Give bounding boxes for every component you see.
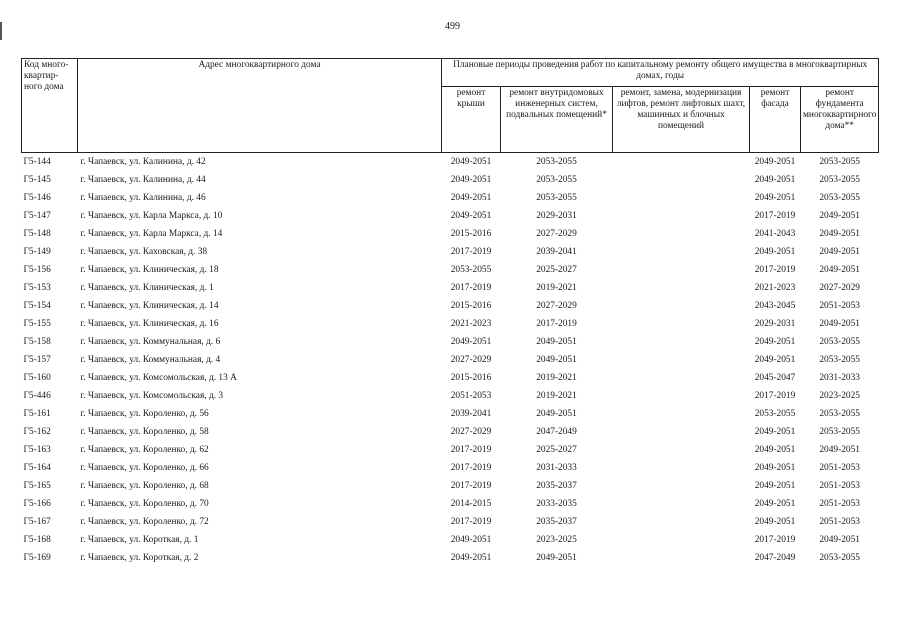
row-address: г. Чапаевск, ул. Короленко, д. 68 — [80, 480, 209, 491]
row-lifts-period — [613, 153, 750, 172]
row-systems-period: 2053-2055 — [536, 156, 577, 167]
row-lifts-period — [613, 189, 750, 207]
row-lifts-period — [613, 171, 750, 189]
table-row — [22, 243, 879, 261]
row-foundation-period: 2027-2029 — [819, 282, 860, 293]
row-lifts-period — [613, 459, 750, 477]
row-code: Г5-157 — [23, 354, 51, 365]
table-row — [22, 477, 879, 495]
row-foundation-period: 2053-2055 — [819, 408, 860, 419]
row-facade-period: 2041-2043 — [754, 228, 796, 239]
row-roof-period: 2049-2051 — [450, 192, 492, 203]
row-code: Г5-166 — [23, 498, 51, 509]
row-foundation-period: 2031-2033 — [819, 372, 860, 383]
row-foundation-period: 2051-2053 — [819, 300, 860, 311]
row-lifts-period — [613, 549, 750, 567]
row-foundation-period: 2049-2051 — [819, 318, 860, 329]
row-facade-period: 2049-2051 — [754, 192, 796, 203]
row-systems-period: 2035-2037 — [536, 516, 577, 527]
row-address: г. Чапаевск, ул. Коммунальная, д. 6 — [80, 336, 221, 347]
row-facade-period: 2049-2051 — [754, 336, 796, 347]
row-foundation-period: 2049-2051 — [819, 444, 860, 455]
row-address: г. Чапаевск, ул. Клиническая, д. 18 — [80, 264, 219, 275]
row-lifts-period — [613, 441, 750, 459]
row-code: Г5-144 — [23, 156, 51, 167]
table-row — [22, 549, 879, 567]
row-address: г. Чапаевск, ул. Клиническая, д. 14 — [80, 300, 219, 311]
table-row — [22, 459, 879, 477]
header-planned-periods: Плановые периоды проведения работ по капитальному ремонту общего имущества в многоквартирных домах, годы — [442, 59, 879, 87]
row-systems-period: 2033-2035 — [536, 498, 577, 509]
row-address: г. Чапаевск, ул. Короленко, д. 62 — [80, 444, 209, 455]
row-roof-period: 2017-2019 — [450, 516, 492, 527]
row-roof-period: 2039-2041 — [450, 408, 492, 419]
header-foundation: ремонт фундамента многоквартирного дома** — [801, 87, 879, 153]
row-foundation-period: 2053-2055 — [819, 354, 860, 365]
row-facade-period: 2049-2051 — [754, 246, 796, 257]
row-roof-period: 2053-2055 — [450, 264, 492, 275]
row-lifts-period — [613, 207, 750, 225]
row-facade-period: 2049-2051 — [754, 462, 796, 473]
row-foundation-period: 2049-2051 — [819, 228, 860, 239]
row-code: Г5-154 — [23, 300, 51, 311]
table-row — [22, 531, 879, 549]
row-foundation-period: 2053-2055 — [819, 426, 860, 437]
row-code: Г5-153 — [23, 282, 51, 293]
row-systems-period: 2049-2051 — [536, 408, 577, 419]
row-systems-period: 2053-2055 — [536, 192, 577, 203]
row-roof-period: 2049-2051 — [450, 174, 492, 185]
row-systems-period: 2019-2021 — [536, 372, 577, 383]
row-code: Г5-169 — [23, 552, 51, 563]
row-lifts-period — [613, 297, 750, 315]
row-systems-period: 2019-2021 — [536, 390, 577, 401]
row-address: г. Чапаевск, ул. Калинина, д. 42 — [80, 156, 206, 167]
row-lifts-period — [613, 279, 750, 297]
row-code: Г5-163 — [23, 444, 51, 455]
row-code: Г5-160 — [23, 372, 51, 383]
row-systems-period: 2031-2033 — [536, 462, 577, 473]
row-address: г. Чапаевск, ул. Калинина, д. 46 — [80, 192, 206, 203]
row-lifts-period — [613, 495, 750, 513]
row-roof-period: 2051-2053 — [450, 390, 492, 401]
table-row — [22, 387, 879, 405]
row-lifts-period — [613, 261, 750, 279]
row-lifts-period — [613, 531, 750, 549]
table-row — [22, 369, 879, 387]
row-address: г. Чапаевск, ул. Короленко, д. 72 — [80, 516, 209, 527]
row-facade-period: 2049-2051 — [754, 426, 796, 437]
row-code: Г5-161 — [23, 408, 51, 419]
row-address: г. Чапаевск, ул. Короленко, д. 70 — [80, 498, 209, 509]
table-row — [22, 333, 879, 351]
row-foundation-period: 2049-2051 — [819, 210, 860, 221]
table-row — [22, 171, 879, 189]
row-code: Г5-158 — [23, 336, 51, 347]
row-foundation-period: 2051-2053 — [819, 498, 860, 509]
row-code: Г5-145 — [23, 174, 51, 185]
page-number: 499 — [445, 21, 460, 32]
row-systems-period: 2025-2027 — [536, 264, 577, 275]
row-code: Г5-155 — [23, 318, 51, 329]
row-roof-period: 2014-2015 — [450, 498, 492, 509]
table-row — [22, 225, 879, 243]
row-roof-period: 2015-2016 — [450, 372, 492, 383]
row-code: Г5-165 — [23, 480, 51, 491]
row-code: Г5-146 — [23, 192, 51, 203]
row-code: Г5-148 — [23, 228, 51, 239]
row-facade-period: 2021-2023 — [754, 282, 796, 293]
row-roof-period: 2049-2051 — [450, 210, 492, 221]
row-address: г. Чапаевск, ул. Карла Маркса, д. 14 — [80, 228, 223, 239]
row-roof-period: 2021-2023 — [450, 318, 492, 329]
row-foundation-period: 2049-2051 — [819, 534, 860, 545]
row-facade-period: 2049-2051 — [754, 516, 796, 527]
row-lifts-period — [613, 315, 750, 333]
row-code: Г5-147 — [23, 210, 51, 221]
row-systems-period: 2027-2029 — [536, 300, 577, 311]
table-row — [22, 423, 879, 441]
row-foundation-period: 2053-2055 — [819, 192, 860, 203]
row-facade-period: 2043-2045 — [754, 300, 796, 311]
row-lifts-period — [613, 351, 750, 369]
row-facade-period: 2045-2047 — [754, 372, 796, 383]
row-lifts-period — [613, 387, 750, 405]
header-code: Код много-квартир-ного дома — [22, 59, 78, 153]
row-address: г. Чапаевск, ул. Комсомольская, д. 3 — [80, 390, 224, 401]
row-lifts-period — [613, 423, 750, 441]
row-foundation-period: 2049-2051 — [819, 246, 860, 257]
row-roof-period: 2049-2051 — [450, 534, 492, 545]
row-code: Г5-162 — [23, 426, 51, 437]
table-row — [22, 315, 879, 333]
table-row — [22, 153, 879, 172]
row-lifts-period — [613, 405, 750, 423]
row-facade-period: 2017-2019 — [754, 390, 796, 401]
header-roof: ремонт крыши — [442, 87, 501, 153]
row-address: г. Чапаевск, ул. Коммунальная, д. 4 — [80, 354, 221, 365]
row-systems-period: 2035-2037 — [536, 480, 577, 491]
row-address: г. Чапаевск, ул. Короленко, д. 56 — [80, 408, 209, 419]
row-lifts-period — [613, 333, 750, 351]
table-row — [22, 405, 879, 423]
table-row — [22, 261, 879, 279]
table-row — [22, 297, 879, 315]
table-body — [22, 153, 879, 568]
row-foundation-period: 2023-2025 — [819, 390, 860, 401]
row-address: г. Чапаевск, ул. Короткая, д. 1 — [80, 534, 199, 545]
row-address: г. Чапаевск, ул. Калинина, д. 44 — [80, 174, 206, 185]
row-facade-period: 2029-2031 — [754, 318, 796, 329]
row-facade-period: 2047-2049 — [754, 552, 796, 563]
header-lifts: ремонт, замена, модернизация лифтов, ремонт лифтовых шахт, машинных и блочных помещений — [613, 87, 750, 153]
row-roof-period: 2027-2029 — [450, 354, 492, 365]
row-facade-period: 2049-2051 — [754, 156, 796, 167]
row-code: Г5-156 — [23, 264, 51, 275]
row-systems-period: 2017-2019 — [536, 318, 577, 329]
row-foundation-period: 2051-2053 — [819, 480, 860, 491]
row-systems-period: 2053-2055 — [536, 174, 577, 185]
table-row — [22, 513, 879, 531]
row-facade-period: 2017-2019 — [754, 210, 796, 221]
row-systems-period: 2049-2051 — [536, 336, 577, 347]
table-row — [22, 441, 879, 459]
row-lifts-period — [613, 369, 750, 387]
scan-edge-mark — [0, 22, 2, 40]
row-roof-period: 2017-2019 — [450, 462, 492, 473]
row-systems-period: 2049-2051 — [536, 354, 577, 365]
row-systems-period: 2047-2049 — [536, 426, 577, 437]
row-facade-period: 2049-2051 — [754, 480, 796, 491]
row-address: г. Чапаевск, ул. Клиническая, д. 16 — [80, 318, 219, 329]
row-address: г. Чапаевск, ул. Карла Маркса, д. 10 — [80, 210, 223, 221]
row-roof-period: 2015-2016 — [450, 300, 492, 311]
table-row — [22, 279, 879, 297]
row-code: Г5-167 — [23, 516, 51, 527]
table-row — [22, 189, 879, 207]
row-code: Г5-446 — [23, 390, 51, 401]
row-address: г. Чапаевск, ул. Короткая, д. 2 — [80, 552, 199, 563]
row-systems-period: 2029-2031 — [536, 210, 577, 221]
row-lifts-period — [613, 225, 750, 243]
header-address: Адрес многоквартирного дома — [78, 59, 442, 153]
row-roof-period: 2027-2029 — [450, 426, 492, 437]
row-roof-period: 2017-2019 — [450, 282, 492, 293]
row-roof-period: 2049-2051 — [450, 552, 492, 563]
row-foundation-period: 2051-2053 — [819, 516, 860, 527]
row-address: г. Чапаевск, ул. Каховская, д. 38 — [80, 246, 208, 257]
row-systems-period: 2039-2041 — [536, 246, 577, 257]
row-facade-period: 2053-2055 — [754, 408, 796, 419]
row-lifts-period — [613, 513, 750, 531]
row-address: г. Чапаевск, ул. Комсомольская, д. 13 А — [80, 372, 237, 383]
row-foundation-period: 2053-2055 — [819, 336, 860, 347]
row-code: Г5-149 — [23, 246, 51, 257]
row-facade-period: 2017-2019 — [754, 534, 796, 545]
header-facade: ремонт фасада — [750, 87, 801, 153]
row-systems-period: 2019-2021 — [536, 282, 577, 293]
row-facade-period: 2049-2051 — [754, 354, 796, 365]
table-row — [22, 207, 879, 225]
row-lifts-period — [613, 243, 750, 261]
row-foundation-period: 2053-2055 — [819, 552, 860, 563]
row-systems-period: 2049-2051 — [536, 552, 577, 563]
row-facade-period: 2049-2051 — [754, 498, 796, 509]
row-roof-period: 2049-2051 — [450, 156, 492, 167]
row-roof-period: 2017-2019 — [450, 246, 492, 257]
row-facade-period: 2017-2019 — [754, 264, 796, 275]
row-facade-period: 2049-2051 — [754, 174, 796, 185]
table-row — [22, 495, 879, 513]
row-foundation-period: 2049-2051 — [819, 264, 860, 275]
row-address: г. Чапаевск, ул. Короленко, д. 58 — [80, 426, 209, 437]
row-lifts-period — [613, 477, 750, 495]
header-engineering-systems: ремонт внутридомовых инженерных систем, подвальных помещений* — [501, 87, 613, 153]
row-code: Г5-168 — [23, 534, 51, 545]
row-code: Г5-164 — [23, 462, 51, 473]
capital-repair-schedule-table — [21, 58, 879, 567]
row-roof-period: 2017-2019 — [450, 444, 492, 455]
row-roof-period: 2015-2016 — [450, 228, 492, 239]
row-systems-period: 2027-2029 — [536, 228, 577, 239]
row-systems-period: 2025-2027 — [536, 444, 577, 455]
row-roof-period: 2049-2051 — [450, 336, 492, 347]
table-row — [22, 351, 879, 369]
row-foundation-period: 2053-2055 — [819, 156, 860, 167]
row-facade-period: 2049-2051 — [754, 444, 796, 455]
row-systems-period: 2023-2025 — [536, 534, 577, 545]
row-address: г. Чапаевск, ул. Короленко, д. 66 — [80, 462, 209, 473]
row-address: г. Чапаевск, ул. Клиническая, д. 1 — [80, 282, 214, 293]
row-foundation-period: 2053-2055 — [819, 174, 860, 185]
row-roof-period: 2017-2019 — [450, 480, 492, 491]
row-foundation-period: 2051-2053 — [819, 462, 860, 473]
